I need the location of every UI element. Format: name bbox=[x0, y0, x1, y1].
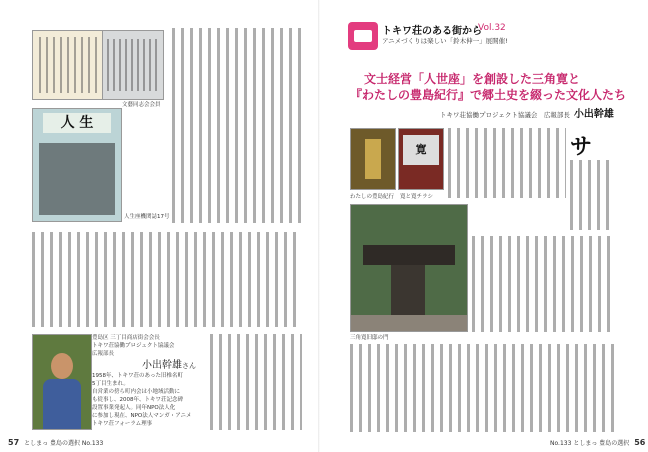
newspaper-clipping-photo bbox=[32, 30, 104, 100]
caption-top-photo: 文藝同志会会員 bbox=[122, 102, 161, 108]
series-subtitle: アニメづくりは楽しい「鈴木伸一」展開催! bbox=[382, 37, 508, 45]
caption-book2: 寛と寛チラシ bbox=[400, 194, 434, 200]
page-number: 56 bbox=[634, 438, 646, 447]
page-number: 57 bbox=[8, 438, 20, 447]
series-title: トキワ荘のある街から bbox=[382, 26, 482, 37]
left-body-text-bottom bbox=[210, 334, 302, 430]
magazine-cover-photo: 人 生 bbox=[32, 108, 122, 222]
headline-line2: 『わたしの豊島紀行』で郷土史を綴った文化人たち bbox=[350, 88, 627, 102]
left-page bbox=[0, 0, 320, 452]
right-page bbox=[320, 0, 646, 452]
group-photo bbox=[102, 30, 164, 100]
caption-house: 三角寛旧邸の門 bbox=[350, 335, 389, 341]
profile-name: 小出幹雄さん bbox=[142, 360, 196, 371]
right-body-text-middle bbox=[472, 236, 614, 332]
dropcap: サ bbox=[570, 135, 593, 160]
right-body-text-lower bbox=[350, 344, 614, 432]
left-body-text-upper bbox=[172, 28, 302, 223]
left-body-text-lower bbox=[32, 232, 302, 327]
caption-book1: わたしの豊島紀行 bbox=[350, 194, 395, 200]
series-logo-icon bbox=[348, 22, 378, 50]
profile-photo bbox=[32, 334, 92, 430]
profile-bio: 1958年、トキワ荘のあった旧椎名町 5丁目生まれ。 自営業の傍ら町内会は小地域活動に も従事し、2008年、トキワ荘記念碑 設置事業発起人。同年NPO法人化 に参加し現在、NPO法人マンガ・アニメ トキワ荘フォーラム理事 bbox=[92, 373, 192, 427]
series-vol: Vol.32 bbox=[478, 23, 506, 33]
house-gate-photo bbox=[350, 204, 468, 332]
right-body-text-upper bbox=[448, 128, 566, 198]
left-footer: 57 としまっ 豊島の選択 No.133 bbox=[8, 438, 104, 447]
right-body-text-col-right bbox=[570, 160, 614, 230]
byline: トキワ荘協働プロジェクト協議会 広報部長 小出幹雄 bbox=[440, 109, 614, 120]
book-cover-photo bbox=[350, 128, 396, 190]
flyer-photo: 寛 bbox=[398, 128, 444, 190]
profile-org: 豊島区 三丁目商店街会会長 トキワ荘協働プロジェクト協議会 広報部長 bbox=[92, 335, 175, 357]
caption-mid-photo: 人生座機関誌17号 bbox=[124, 214, 170, 220]
right-footer: No.133 としまっ 豊島の選択 56 bbox=[550, 438, 646, 447]
headline-line1: 文士経営「人世座」を創設した三角寛と bbox=[364, 72, 581, 86]
